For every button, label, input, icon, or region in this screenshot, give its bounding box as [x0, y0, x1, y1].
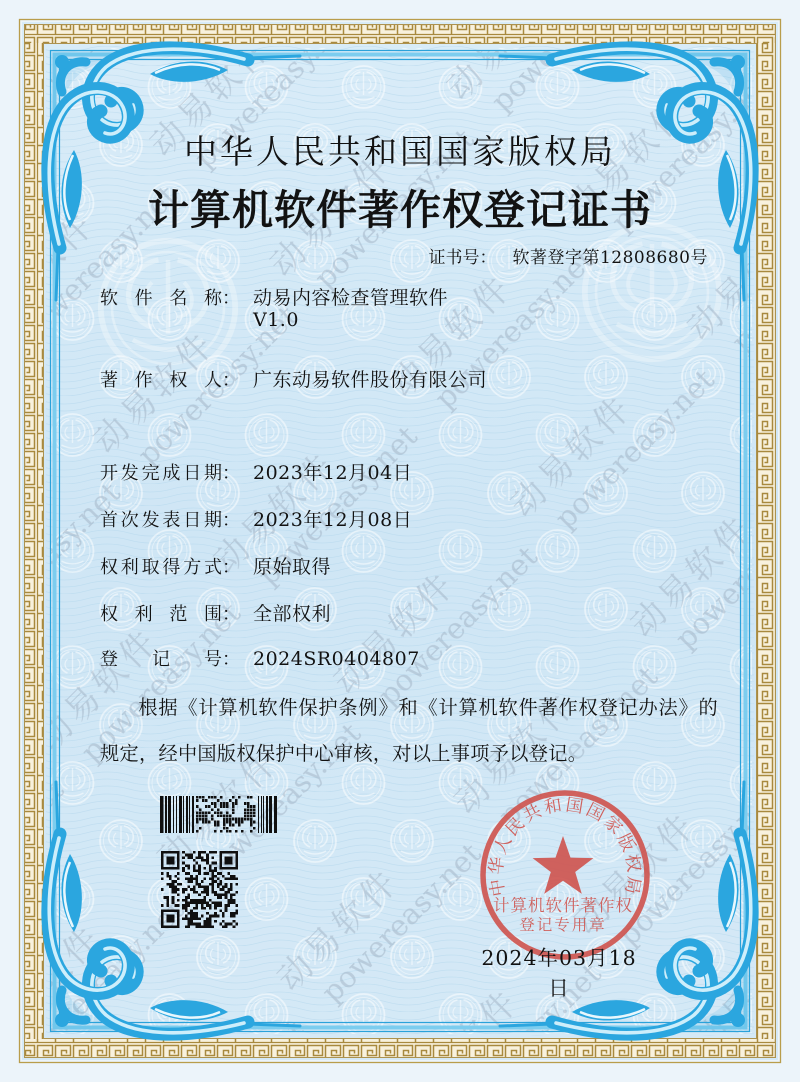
- seal-arc-text: 中华人民共和国国家版权局: [486, 795, 644, 898]
- field-row-copyright-owner: [100, 365, 487, 392]
- issue-date: 2024年03月18日: [481, 946, 637, 1000]
- field-label: 登记号: [100, 649, 222, 670]
- field-colon: ：: [222, 463, 240, 484]
- field-row-registration-number: [100, 645, 420, 671]
- certificate-number: [428, 243, 708, 268]
- software-version: V1.0: [253, 309, 299, 331]
- qr-code: [161, 851, 238, 928]
- field-row-software-name: [100, 283, 448, 310]
- field-row-first-publish-date: [100, 505, 412, 532]
- field-value: 2024SR0404807: [253, 648, 420, 670]
- field-value: 广东动易软件股份有限公司: [253, 369, 488, 391]
- authority-title: 中华人民共和国国家版权局: [184, 132, 616, 171]
- certificate-title: 计算机软件著作权登记证书: [148, 186, 652, 234]
- certificate-number-label: 证书号：: [428, 248, 497, 268]
- field-value: 动易内容检查管理软件: [253, 287, 449, 309]
- registration-statement: 根据《计算机软件保护条例》和《计算机软件著作权登记办法》的规定，经中国版权保护中心审核，对以上事项予以登记。: [100, 696, 718, 765]
- field-row-rights-acquisition: [100, 552, 331, 579]
- field-colon: ：: [222, 604, 240, 625]
- field-colon: ：: [222, 557, 240, 578]
- field-label: 开发完成日期: [100, 463, 222, 484]
- field-label: 软件名称: [100, 288, 222, 309]
- field-value: 2023年12月04日: [253, 462, 413, 484]
- seal-line1: 计算机软件著作权: [493, 896, 633, 915]
- field-colon: ：: [222, 649, 240, 670]
- field-value: 2023年12月08日: [253, 509, 413, 531]
- certificate-number-value: 软著登字第12808680号: [512, 248, 708, 268]
- field-label: 权利取得方式: [100, 557, 222, 578]
- field-label: 首次发表日期: [100, 510, 222, 531]
- field-label: 著作权人: [100, 370, 222, 391]
- seal-star: [533, 836, 594, 894]
- field-colon: ：: [222, 288, 240, 309]
- barcode: [160, 796, 278, 834]
- field-row-dev-complete-date: [100, 458, 412, 485]
- field-value: 全部权利: [253, 603, 332, 625]
- field-row-rights-scope: [100, 599, 331, 626]
- field-label: 权利范围: [100, 604, 222, 625]
- field-value: 原始取得: [253, 556, 332, 578]
- seal-line2: 登记专用章: [519, 916, 607, 934]
- field-colon: ：: [222, 510, 240, 531]
- field-colon: ：: [222, 370, 240, 391]
